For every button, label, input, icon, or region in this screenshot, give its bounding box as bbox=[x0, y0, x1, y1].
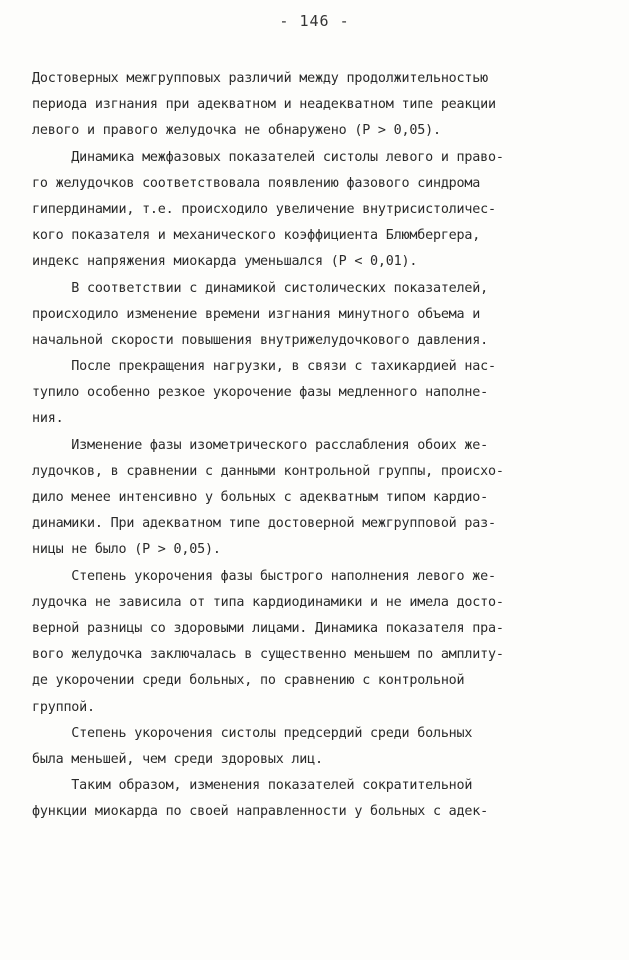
text-line: Изменение фазы изометрического расслабления обоих же- bbox=[32, 437, 488, 453]
body-text bbox=[32, 66, 612, 825]
text-line: функции миокарда по своей направленности у больных с адек- bbox=[32, 804, 488, 820]
text-line: периода изгнания при адекватном и неадекватном типе реакции bbox=[32, 97, 496, 113]
text-line: Степень укорочения систолы предсердий среди больных bbox=[32, 725, 473, 741]
text-line: кого показателя и механического коэффициента Блюмбергера, bbox=[32, 228, 481, 244]
text-line: Таким образом, изменения показателей сократительной bbox=[32, 778, 473, 794]
text-line: дило менее интенсивно у больных с адекватным типом кардио- bbox=[32, 490, 488, 505]
text-line: Динамика межфазовых показателей систолы левого и право- bbox=[32, 149, 504, 165]
text-line: После прекращения нагрузки, в связи с тахикардией нас- bbox=[32, 359, 496, 375]
text-line: ницы не было (P > 0,05). bbox=[32, 542, 221, 558]
text-line: тупило особенно резкое укорочение фазы медленного наполне- bbox=[32, 385, 488, 401]
text-line: индекс напряжения миокарда уменьшался (P < 0,01). bbox=[32, 254, 418, 270]
text-line: группой. bbox=[32, 699, 95, 715]
text-line: Достоверных межгрупповых различий между продолжительностью bbox=[32, 71, 488, 86]
text-line: лудочка не зависила от типа кардиодинамики и не имела досто- bbox=[32, 594, 504, 610]
text-line: ния. bbox=[32, 411, 64, 427]
text-line: начальной скорости повышения внутрижелудочкового давления. bbox=[32, 332, 488, 348]
page-number: - 146 - bbox=[279, 12, 350, 30]
text-line: левого и правого желудочка не обнаружено (P > 0,05). bbox=[32, 123, 441, 139]
text-line: была меньшей, чем среди здоровых лиц. bbox=[32, 751, 323, 767]
text-line: В соответствии с динамикой систолических показателей, bbox=[32, 280, 488, 296]
text-line: лудочков, в сравнении с данными контрольной группы, происхо- bbox=[32, 463, 504, 479]
text-line: динамики. При адекватном типе достоверной межгрупповой раз- bbox=[32, 516, 496, 532]
text-line: вого желудочка заключалась в существенно меньшем по амплиту- bbox=[32, 647, 504, 663]
text-line: де укорочении среди больных, по сравнению с контрольной bbox=[32, 673, 465, 689]
text-line: гипердинамии, т.е. происходило увеличение внутрисистоличес- bbox=[32, 201, 496, 217]
text-line: Степень укорочения фазы быстрого наполнения левого же- bbox=[32, 568, 496, 584]
text-line: происходило изменение времени изгнания минутного объема и bbox=[32, 306, 481, 322]
text-line: верной разницы со здоровыми лицами. Динамика показателя пра- bbox=[32, 620, 504, 636]
text-line: го желудочков соответствовала появлению фазового синдрома bbox=[32, 175, 481, 191]
